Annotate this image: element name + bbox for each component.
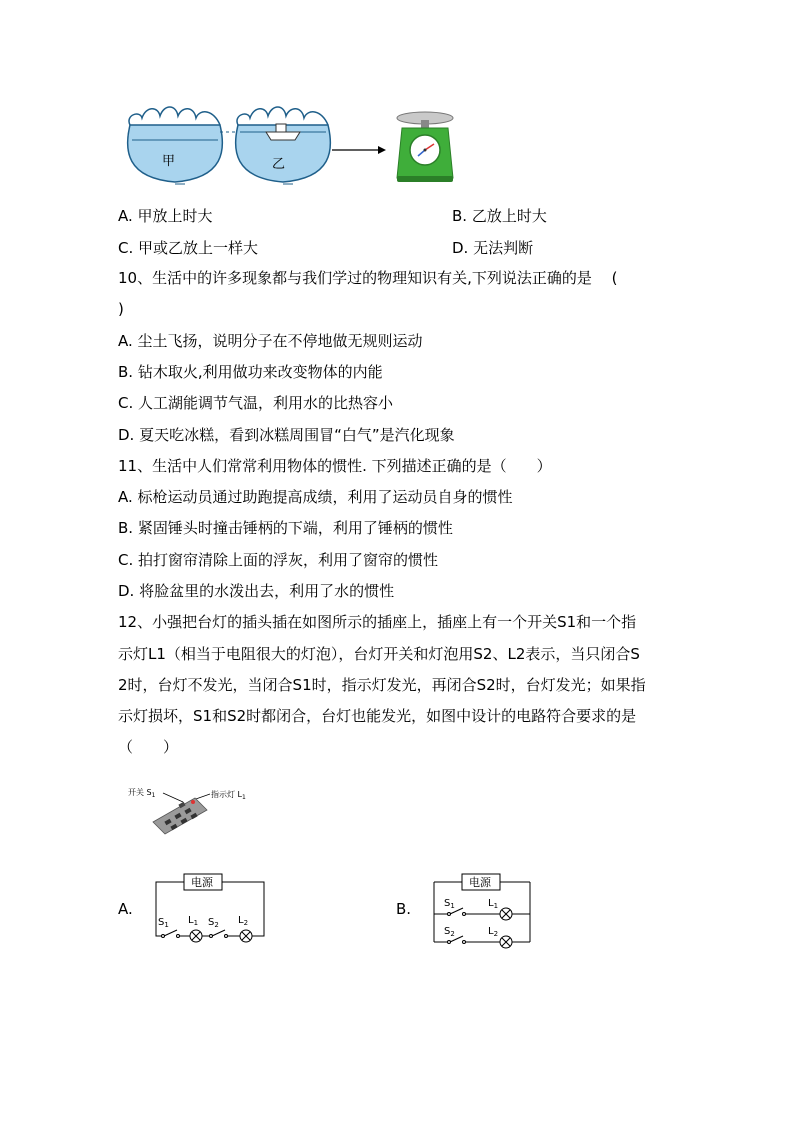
power-strip-icon — [153, 798, 207, 834]
q10-stem-line1: 10、生活中的许多现象都与我们学过的物理知识有关,下列说法正确的是 ( — [118, 269, 618, 287]
q10-option-a: A. 尘土飞扬，说明分子在不停地做无规则运动 — [118, 332, 423, 350]
circuit-a-s2-label: S — [208, 917, 215, 928]
arrow-right-icon — [332, 146, 386, 154]
circuit-b-l1-label: L — [488, 898, 494, 909]
q10-stem-line2: ) — [118, 300, 124, 318]
q12-socket-figure — [125, 782, 265, 842]
q11-option-b: B. 紧固锤头时撞击锤柄的下端，利用了锤柄的惯性 — [118, 519, 453, 537]
q11-option-c: C. 拍打窗帘清除上面的浮灰，利用了窗帘的惯性 — [118, 551, 439, 569]
svg-text:L1: $L_1$ — [188, 915, 199, 927]
q11-option-d: D. 将脸盆里的水泼出去，利用了水的惯性 — [118, 582, 395, 600]
lamp-l1-icon — [500, 908, 512, 920]
jar-right-label: 乙 — [272, 157, 286, 172]
q10-option-c: C. 人工湖能调节气温，利用水的比热容小 — [118, 394, 394, 412]
svg-text:S2: $S_2$ — [208, 917, 219, 929]
svg-text:开关 S1: 开关 $S_1$ — [128, 788, 156, 799]
svg-text:L1: $L_1$ — [488, 898, 499, 910]
socket-indicator-label: 指示灯 L — [211, 790, 242, 799]
circuit-b-letter: B. — [396, 900, 412, 918]
circuit-b-s2-label: S — [444, 926, 451, 937]
svg-text:S1: $S_1$ — [158, 917, 169, 929]
svg-text:L2: $L_2$ — [488, 926, 499, 938]
circuit-b-s1-label: S — [444, 898, 451, 909]
jar-right — [236, 107, 331, 184]
circuit-b-source-label: 电源 — [469, 876, 491, 889]
q9-option-d: D. 无法判断 — [452, 239, 534, 257]
svg-text:L2: $L_2$ — [238, 915, 249, 927]
q9-option-a: A. 甲放上时大 — [118, 207, 213, 225]
q9-option-c: C. 甲或乙放上一样大 — [118, 239, 259, 257]
circuit-a-diagram — [150, 870, 270, 942]
q10-option-d: D. 夏天吃冰糕，看到冰糕周围冒“白气”是汽化现象 — [118, 426, 455, 444]
socket-switch-label: 开关 S — [128, 788, 152, 797]
jar-left-label: 甲 — [162, 154, 176, 169]
circuit-b-diagram — [428, 870, 538, 950]
circuit-a-letter: A. — [118, 900, 133, 918]
boat-icon — [266, 132, 300, 140]
q12-stem-line5: （ ） — [118, 738, 179, 756]
q11-option-a: A. 标枪运动员通过助跑提高成绩，利用了运动员自身的惯性 — [118, 488, 513, 506]
lamp-l1-icon — [190, 930, 202, 942]
q9-option-b: B. 乙放上时大 — [452, 207, 547, 225]
circuit-b-l2-label: L — [488, 926, 494, 937]
q10-option-b: B. 钻木取火,利用做功来改变物体的内能 — [118, 363, 383, 381]
circuit-a-l2-label: L — [238, 915, 244, 926]
circuit-a-l1-label: L — [188, 915, 194, 926]
q12-stem-line4: 示灯损坏，S1和S2时都闭合，台灯也能发光，如图中设计的电路符合要求的是 — [118, 707, 637, 725]
q12-stem-line2: 示灯L1（相当于电阻很大的灯泡），台灯开关和灯泡用S2、L2表示，当只闭合S — [118, 645, 640, 663]
circuit-a-source-label: 电源 — [191, 876, 213, 889]
q12-stem-line3: 2时，台灯不发光，当闭合S1时，指示灯发光，再闭合S2时，台灯发光；如果指 — [118, 676, 646, 694]
lamp-l2-icon — [500, 936, 512, 948]
jar-left — [128, 107, 223, 184]
q9-figure — [120, 100, 480, 195]
kitchen-scale-icon — [397, 112, 453, 182]
lamp-l2-icon — [240, 930, 252, 942]
q11-stem: 11、生活中人们常常利用物体的惯性. 下列描述正确的是（ ） — [118, 457, 552, 475]
svg-text:S1: $S_1$ — [444, 898, 455, 910]
svg-text:S2: $S_2$ — [444, 926, 455, 938]
svg-text:指示灯 L1: 指示灯 $L_1$ — [211, 790, 246, 801]
q12-stem-line1: 12、小强把台灯的插头插在如图所示的插座上，插座上有一个开关S1和一个指 — [118, 613, 637, 631]
circuit-a-s1-label: S — [158, 917, 165, 928]
